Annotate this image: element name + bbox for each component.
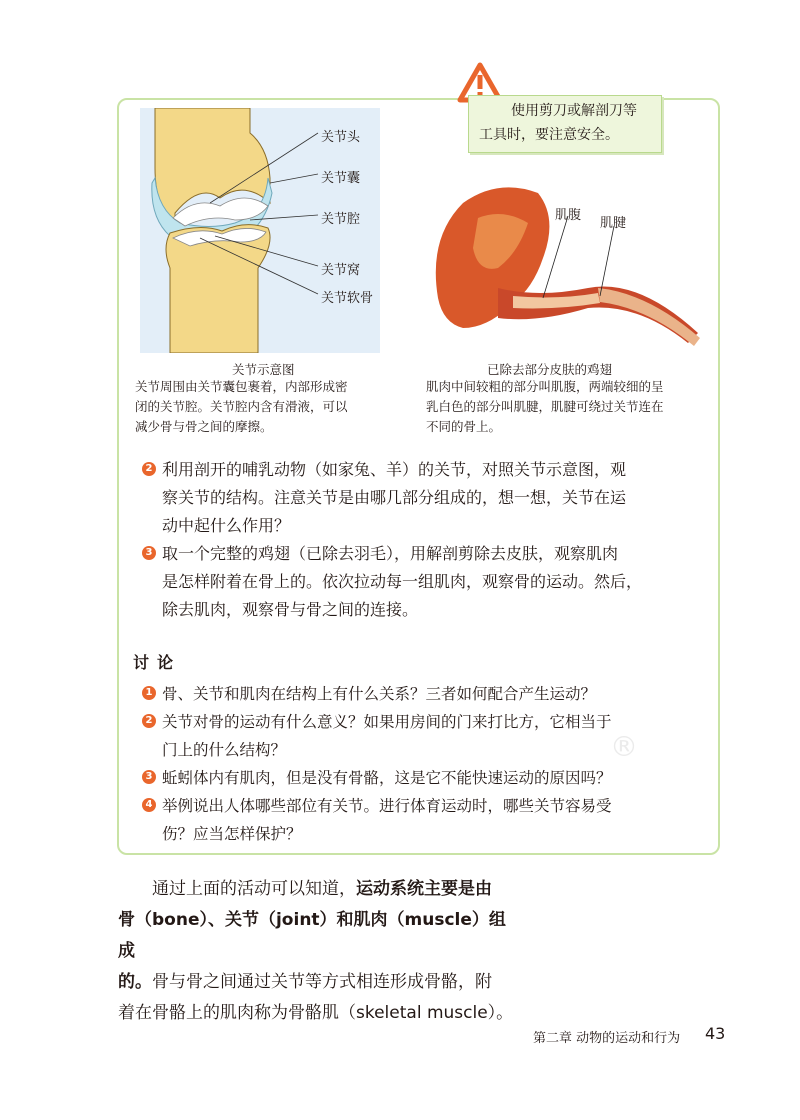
- wing-photo-caption: 肌肉中间较粗的部分叫肌腹，两端较细的呈 乳白色的部分叫肌腱，肌腱可绕过关节连在 不同的骨上。: [426, 379, 664, 434]
- step-number-badge: 3: [142, 546, 156, 560]
- step-item: 3 取一个完整的鸡翅（已除去羽毛），用解剖剪除去皮肤，观察肌肉 是怎样附着在骨上的。依次拉动每一组肌肉，观察骨的运动。然后， 除去肌肉，观察骨与骨之间的连接。: [142, 540, 702, 624]
- discussion-item: 4 举例说出人体哪些部位有关节。进行体育运动时，哪些关节容易受 伤？应当怎样保护？: [142, 792, 702, 848]
- joint-diagram-caption: 关节周围由关节囊包裹着，内部形成密 闭的关节腔。关节腔内含有滑液，可以 减少骨与骨之间的摩擦。: [135, 379, 348, 434]
- safety-note: [468, 95, 662, 153]
- label-articular-cartilage: 关节软骨: [321, 291, 374, 306]
- discussion-number-badge: 1: [142, 686, 156, 700]
- body-paragraph: 通过上面的活动可以知道，运动系统主要是由 骨（bone）、关节（joint）和肌肉（muscle）组成 的。骨与骨之间通过关节等方式相连形成骨骼，附 着在骨骼上的肌肉称为骨骼肌（skeletal muscle）。: [118, 879, 514, 1023]
- watermark-registered-mark: ®: [610, 730, 638, 763]
- discussion-item: 3 蚯蚓体内有肌肉，但是没有骨骼，这是它不能快速运动的原因吗？: [142, 764, 702, 792]
- discussion-number-badge: 2: [142, 714, 156, 728]
- discussion-number-badge: 3: [142, 770, 156, 784]
- label-joint-head: 关节头: [321, 130, 361, 145]
- safety-note-line2: 工具时，要注意安全。: [479, 127, 619, 143]
- page-number: 43: [705, 1024, 726, 1043]
- label-muscle-belly: 肌腹: [555, 208, 582, 223]
- label-joint-cavity: 关节腔: [321, 212, 361, 227]
- label-joint-capsule: 关节囊: [321, 171, 361, 186]
- step-number-badge: 2: [142, 462, 156, 476]
- step-item: 2 利用剖开的哺乳动物（如家兔、羊）的关节，对照关节示意图，观 察关节的结构。注意关节是由哪几部分组成的，想一想，关节在运 动中起什么作用？: [142, 456, 702, 540]
- discussion-title: 讨论: [133, 653, 182, 672]
- label-tendon: 肌腱: [600, 216, 627, 231]
- safety-note-line1: 使用剪刀或解剖刀等: [511, 103, 637, 119]
- joint-diagram-title: 关节示意图: [232, 362, 295, 377]
- discussion-item: 2 关节对骨的运动有什么意义？如果用房间的门来打比方，它相当于 门上的什么结构？: [142, 708, 702, 764]
- discussion-item: 1 骨、关节和肌肉在结构上有什么关系？三者如何配合产生运动？: [142, 680, 702, 708]
- footer-chapter: 第二章 动物的运动和行为: [533, 1031, 681, 1046]
- label-joint-socket: 关节窝: [321, 263, 361, 278]
- discussion-number-badge: 4: [142, 798, 156, 812]
- wing-photo-title: 已除去部分皮肤的鸡翅: [487, 362, 613, 377]
